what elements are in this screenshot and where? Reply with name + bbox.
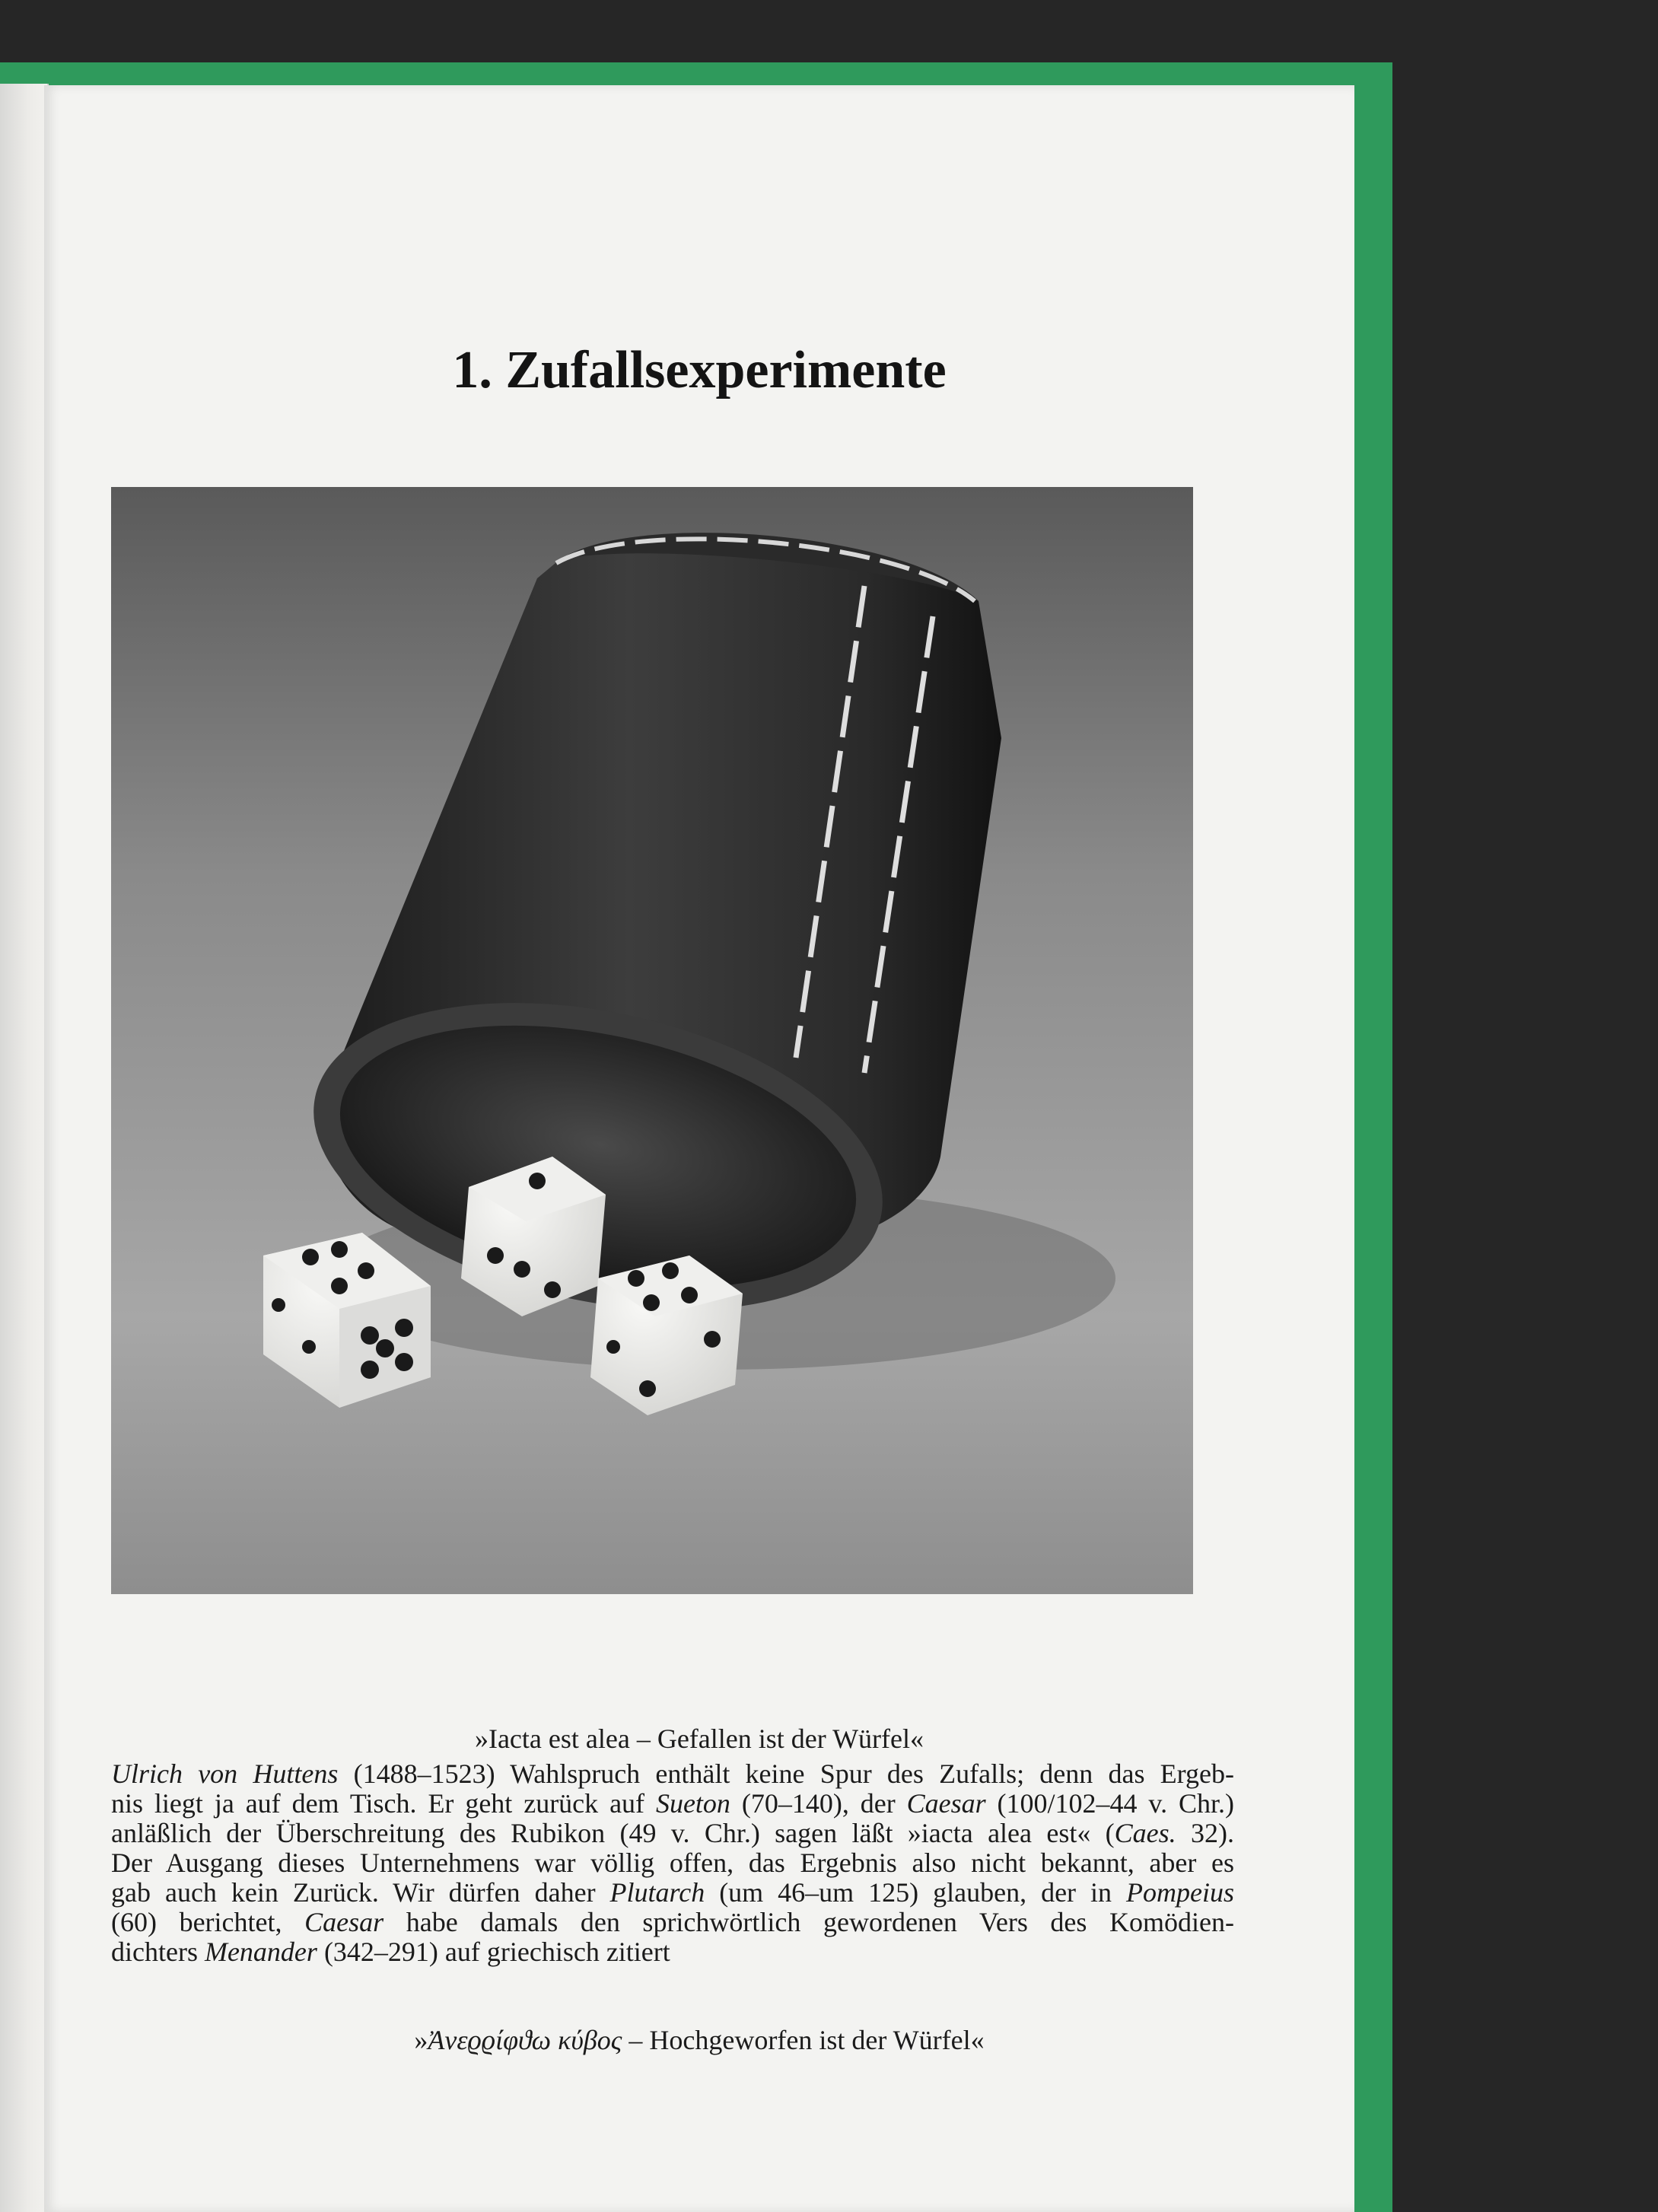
text-run: gab auch kein Zurück. Wir dürfen daher	[111, 1877, 610, 1908]
photo-dice-cup	[111, 487, 1193, 1594]
italic-name: Caes.	[1114, 1818, 1176, 1848]
italic-name: Pompeius	[1126, 1877, 1234, 1908]
caption-motto: »Iacta est alea – Gefallen ist der Würfel«	[474, 1723, 924, 1754]
greek-quote	[44, 2024, 1354, 2056]
left-page-edge	[0, 84, 49, 2212]
caption-line	[111, 1819, 1234, 1848]
text-run: habe damals den sprichwörtlich gewordenen Vers des Komödien-	[383, 1907, 1234, 1937]
text-run: (um 46–um 125) glauben, der in	[705, 1877, 1127, 1908]
text-run: dichters	[111, 1937, 205, 1967]
italic-name: Ulrich von Huttens	[111, 1758, 339, 1789]
caption-line	[111, 1759, 1234, 1789]
text-run: (100/102–44 v. Chr.)	[985, 1788, 1235, 1819]
greek-quote-greek: Ἀνεϱϱίφϑω κύβος	[428, 2025, 622, 2055]
book-page	[44, 85, 1354, 2212]
text-run: (60) berichtet,	[111, 1907, 305, 1937]
caption-line	[111, 1878, 1234, 1908]
text-run: Der Ausgang dieses Unternehmens war völlig offen, das Ergebnis also nicht bekannt, aber es	[111, 1848, 1234, 1878]
caption-line	[111, 1789, 1234, 1819]
text-run: (342–291) auf griechisch zitiert	[317, 1937, 670, 1967]
caption-line	[111, 1937, 1234, 1967]
italic-name: Caesar	[304, 1907, 384, 1937]
italic-name: Menander	[204, 1937, 317, 1967]
caption-line	[111, 1848, 1234, 1878]
greek-quote-open: »	[414, 2025, 428, 2055]
italic-name: Caesar	[906, 1788, 986, 1819]
italic-name: Sueton	[655, 1788, 730, 1819]
greek-quote-translation: – Hochgeworfen ist der Würfel«	[622, 2025, 985, 2055]
italic-name: Plutarch	[609, 1877, 705, 1908]
caption-line	[111, 1908, 1234, 1937]
text-run: anläßlich der Überschreitung des Rubikon (49 v. Chr.) sagen läßt »iacta alea est« (	[111, 1818, 1115, 1848]
text-run: (1488–1523) Wahlspruch enthält keine Spur des Zufalls; denn das Ergeb-	[338, 1758, 1234, 1789]
caption-text	[111, 1759, 1234, 1967]
chapter-title: 1. Zufallsexperimente	[452, 341, 947, 399]
text-run: nis liegt ja auf dem Tisch. Er geht zurück auf	[111, 1788, 656, 1819]
text-run: 32).	[1176, 1818, 1234, 1848]
text-run: (70–140), der	[730, 1788, 907, 1819]
